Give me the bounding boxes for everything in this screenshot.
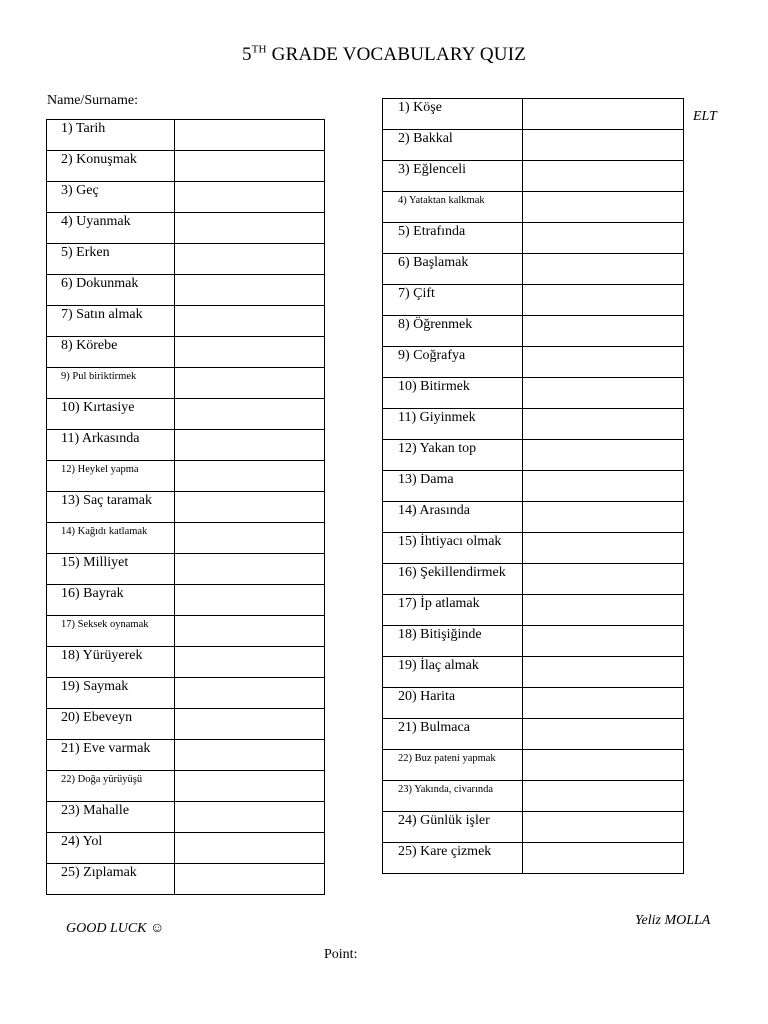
right-vocab-row xyxy=(383,750,684,781)
vocab-word: 5) Erken xyxy=(47,244,175,275)
left-vocab-row xyxy=(47,647,325,678)
vocab-word: 20) Ebeveyn xyxy=(47,709,175,740)
vocab-word: 10) Kırtasiye xyxy=(47,399,175,430)
answer-cell[interactable] xyxy=(175,523,325,554)
vocab-word: 5) Etrafında xyxy=(383,223,523,254)
good-luck-text: GOOD LUCK ☺ xyxy=(66,921,165,936)
right-vocab-row xyxy=(383,347,684,378)
right-vocab-row xyxy=(383,378,684,409)
right-vocab-row xyxy=(383,316,684,347)
right-vocab-row xyxy=(383,502,684,533)
right-vocab-row xyxy=(383,688,684,719)
left-vocab-row xyxy=(47,523,325,554)
left-vocab-row xyxy=(47,306,325,337)
answer-cell[interactable] xyxy=(523,533,684,564)
answer-cell[interactable] xyxy=(523,719,684,750)
name-surname-label: Name/Surname: xyxy=(47,93,138,108)
answer-cell[interactable] xyxy=(175,616,325,647)
left-vocab-row xyxy=(47,554,325,585)
answer-cell[interactable] xyxy=(175,399,325,430)
left-vocab-row xyxy=(47,368,325,399)
vocab-word: 16) Bayrak xyxy=(47,585,175,616)
left-vocab-row xyxy=(47,399,325,430)
left-vocab-row xyxy=(47,833,325,864)
right-vocab-row xyxy=(383,843,684,874)
answer-cell[interactable] xyxy=(175,120,325,151)
answer-cell[interactable] xyxy=(175,492,325,523)
vocab-word: 15) Milliyet xyxy=(47,554,175,585)
title-text: GRADE VOCABULARY QUIZ xyxy=(266,44,527,65)
answer-cell[interactable] xyxy=(175,275,325,306)
answer-cell[interactable] xyxy=(523,378,684,409)
title-prefix: 5 xyxy=(241,44,252,65)
vocab-word: 18) Yürüyerek xyxy=(47,647,175,678)
vocab-word: 10) Bitirmek xyxy=(383,378,523,409)
left-vocab-row xyxy=(47,740,325,771)
title-superscript: TH xyxy=(251,43,267,56)
right-vocab-row xyxy=(383,223,684,254)
vocab-word: 23) Mahalle xyxy=(47,802,175,833)
vocab-word: 19) İlaç almak xyxy=(383,657,523,688)
vocab-word: 18) Bitişiğinde xyxy=(383,626,523,657)
vocab-word: 4) Yataktan kalkmak xyxy=(383,192,523,223)
answer-cell[interactable] xyxy=(523,502,684,533)
left-vocab-row xyxy=(47,182,325,213)
answer-cell[interactable] xyxy=(523,192,684,223)
left-vocab-row xyxy=(47,151,325,182)
right-vocab-row xyxy=(383,99,684,130)
vocab-word: 1) Tarih xyxy=(47,120,175,151)
answer-cell[interactable] xyxy=(175,151,325,182)
answer-cell[interactable] xyxy=(523,161,684,192)
answer-cell[interactable] xyxy=(523,223,684,254)
answer-cell[interactable] xyxy=(175,771,325,802)
vocab-word: 2) Bakkal xyxy=(383,130,523,161)
answer-cell[interactable] xyxy=(523,440,684,471)
vocab-word: 22) Buz pateni yapmak xyxy=(383,750,523,781)
left-vocab-row xyxy=(47,213,325,244)
right-vocab-row xyxy=(383,533,684,564)
vocab-word: 24) Yol xyxy=(47,833,175,864)
answer-cell[interactable] xyxy=(175,213,325,244)
vocab-word: 13) Saç taramak xyxy=(47,492,175,523)
answer-cell[interactable] xyxy=(523,316,684,347)
vocab-word: 7) Çift xyxy=(383,285,523,316)
vocab-word: 2) Konuşmak xyxy=(47,151,175,182)
right-vocab-row xyxy=(383,285,684,316)
left-vocab-row xyxy=(47,120,325,151)
vocab-word: 21) Bulmaca xyxy=(383,719,523,750)
left-vocab-row xyxy=(47,616,325,647)
answer-cell[interactable] xyxy=(523,750,684,781)
left-vocab-row xyxy=(47,430,325,461)
answer-cell[interactable] xyxy=(175,337,325,368)
left-vocab-row xyxy=(47,678,325,709)
answer-cell[interactable] xyxy=(523,595,684,626)
right-vocab-row xyxy=(383,192,684,223)
answer-cell[interactable] xyxy=(523,471,684,502)
answer-cell[interactable] xyxy=(523,409,684,440)
vocab-word: 8) Öğrenmek xyxy=(383,316,523,347)
right-vocab-row xyxy=(383,719,684,750)
answer-cell[interactable] xyxy=(175,678,325,709)
right-vocab-row xyxy=(383,130,684,161)
vocab-word: 16) Şekillendirmek xyxy=(383,564,523,595)
vocab-word: 6) Dokunmak xyxy=(47,275,175,306)
vocab-word: 8) Körebe xyxy=(47,337,175,368)
answer-cell[interactable] xyxy=(175,182,325,213)
answer-cell[interactable] xyxy=(523,688,684,719)
vocab-word: 22) Doğa yürüyüşü xyxy=(47,771,175,802)
vocab-word: 25) Zıplamak xyxy=(47,864,175,895)
right-vocab-row xyxy=(383,595,684,626)
right-vocab-row xyxy=(383,440,684,471)
answer-cell[interactable] xyxy=(175,554,325,585)
left-vocab-row xyxy=(47,585,325,616)
vocab-word: 15) İhtiyacı olmak xyxy=(383,533,523,564)
vocab-word: 12) Heykel yapma xyxy=(47,461,175,492)
right-vocab-row xyxy=(383,471,684,502)
vocab-word: 7) Satın almak xyxy=(47,306,175,337)
vocab-word: 24) Günlük işler xyxy=(383,812,523,843)
elt-label: ELT xyxy=(693,109,717,124)
right-vocab-row xyxy=(383,781,684,812)
answer-cell[interactable] xyxy=(175,709,325,740)
answer-cell[interactable] xyxy=(175,833,325,864)
answer-cell[interactable] xyxy=(175,461,325,492)
vocab-word: 11) Arkasında xyxy=(47,430,175,461)
author-name: Yeliz MOLLA xyxy=(635,913,711,928)
vocab-word: 19) Saymak xyxy=(47,678,175,709)
left-vocab-row xyxy=(47,337,325,368)
right-vocab-row xyxy=(383,161,684,192)
vocab-word: 13) Dama xyxy=(383,471,523,502)
vocab-word: 4) Uyanmak xyxy=(47,213,175,244)
vocab-word: 12) Yakan top xyxy=(383,440,523,471)
left-vocab-row xyxy=(47,864,325,895)
page-title xyxy=(0,44,768,66)
vocab-word: 17) Seksek oynamak xyxy=(47,616,175,647)
left-vocab-row xyxy=(47,802,325,833)
point-label: Point: xyxy=(324,947,358,962)
vocab-word: 25) Kare çizmek xyxy=(383,843,523,874)
right-vocab-table xyxy=(382,98,684,874)
left-vocab-table xyxy=(46,119,325,895)
vocab-word: 21) Eve varmak xyxy=(47,740,175,771)
left-vocab-row xyxy=(47,244,325,275)
answer-cell[interactable] xyxy=(175,244,325,275)
vocab-word: 3) Eğlenceli xyxy=(383,161,523,192)
answer-cell[interactable] xyxy=(523,564,684,595)
right-vocab-row xyxy=(383,409,684,440)
right-vocab-row xyxy=(383,254,684,285)
answer-cell[interactable] xyxy=(175,647,325,678)
vocab-word: 11) Giyinmek xyxy=(383,409,523,440)
vocab-word: 23) Yakında, civarında xyxy=(383,781,523,812)
answer-cell[interactable] xyxy=(175,368,325,399)
left-vocab-row xyxy=(47,461,325,492)
answer-cell[interactable] xyxy=(523,99,684,130)
vocab-word: 20) Harita xyxy=(383,688,523,719)
answer-cell[interactable] xyxy=(523,781,684,812)
answer-cell[interactable] xyxy=(523,285,684,316)
answer-cell[interactable] xyxy=(523,254,684,285)
vocab-word: 14) Arasında xyxy=(383,502,523,533)
answer-cell[interactable] xyxy=(175,740,325,771)
vocab-word: 9) Pul biriktirmek xyxy=(47,368,175,399)
left-vocab-row xyxy=(47,275,325,306)
vocab-word: 3) Geç xyxy=(47,182,175,213)
right-vocab-row xyxy=(383,564,684,595)
answer-cell[interactable] xyxy=(523,626,684,657)
vocab-word: 6) Başlamak xyxy=(383,254,523,285)
answer-cell[interactable] xyxy=(175,802,325,833)
left-vocab-row xyxy=(47,771,325,802)
left-vocab-row xyxy=(47,709,325,740)
answer-cell[interactable] xyxy=(175,306,325,337)
answer-cell[interactable] xyxy=(175,864,325,895)
right-vocab-row xyxy=(383,626,684,657)
left-vocab-row xyxy=(47,492,325,523)
answer-cell[interactable] xyxy=(175,585,325,616)
right-vocab-row xyxy=(383,657,684,688)
right-vocab-row xyxy=(383,812,684,843)
vocab-word: 17) İp atlamak xyxy=(383,595,523,626)
answer-cell[interactable] xyxy=(175,430,325,461)
answer-cell[interactable] xyxy=(523,130,684,161)
vocab-word: 14) Kağıdı katlamak xyxy=(47,523,175,554)
answer-cell[interactable] xyxy=(523,843,684,874)
answer-cell[interactable] xyxy=(523,347,684,378)
vocab-word: 9) Coğrafya xyxy=(383,347,523,378)
vocab-word: 1) Köşe xyxy=(383,99,523,130)
answer-cell[interactable] xyxy=(523,657,684,688)
answer-cell[interactable] xyxy=(523,812,684,843)
